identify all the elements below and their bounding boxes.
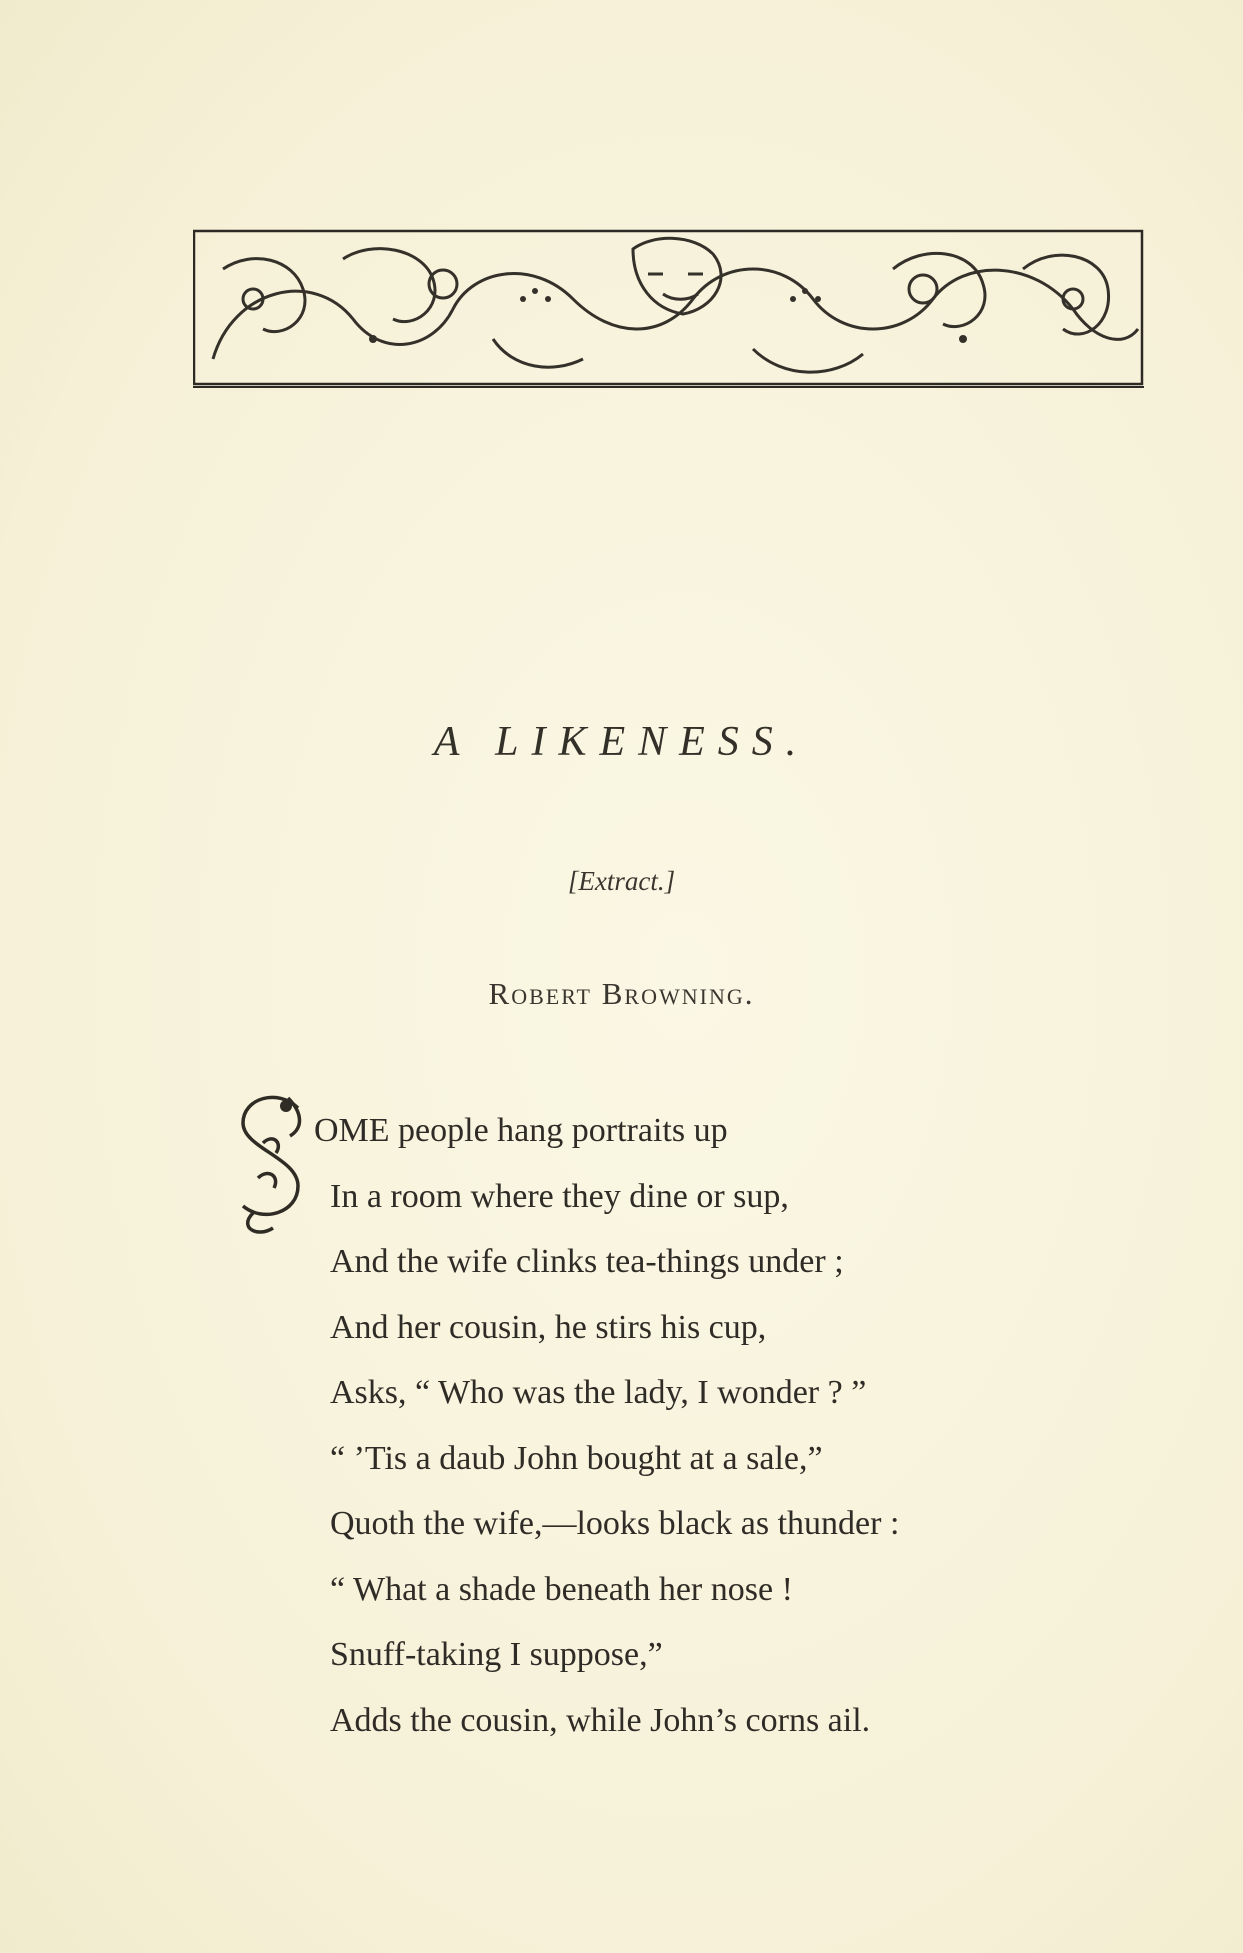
poem-subtitle: [Extract.] <box>567 866 676 896</box>
poem-line: Adds the cousin, while John’s corns ail. <box>330 1701 871 1739</box>
poem-line: And her cousin, he stirs his cup, <box>330 1308 767 1346</box>
poem-line: And the wife clinks tea-things under ; <box>330 1243 844 1280</box>
poem-line: Snuff-taking I suppose,” <box>330 1636 663 1673</box>
decorative-dropcap-s <box>228 1088 318 1238</box>
poem-line: “ What a shade beneath her nose ! <box>330 1570 793 1608</box>
poem-line: “ ’Tis a daub John bought at a sale,” <box>330 1439 823 1477</box>
poem-title: A LIKENESS. <box>433 719 810 765</box>
poem-line: Quoth the wife,—looks black as thunder : <box>330 1505 900 1542</box>
poem-line: In a room where they dine or sup, <box>330 1177 789 1215</box>
poem-author: Robert Browning. <box>488 976 755 1011</box>
poem-line: OME people hang portraits up <box>314 1112 728 1149</box>
poem-text <box>314 1098 900 1753</box>
ornamental-headpiece <box>193 229 1144 389</box>
poem-line: Asks, “ Who was the lady, I wonder ? ” <box>330 1374 867 1411</box>
